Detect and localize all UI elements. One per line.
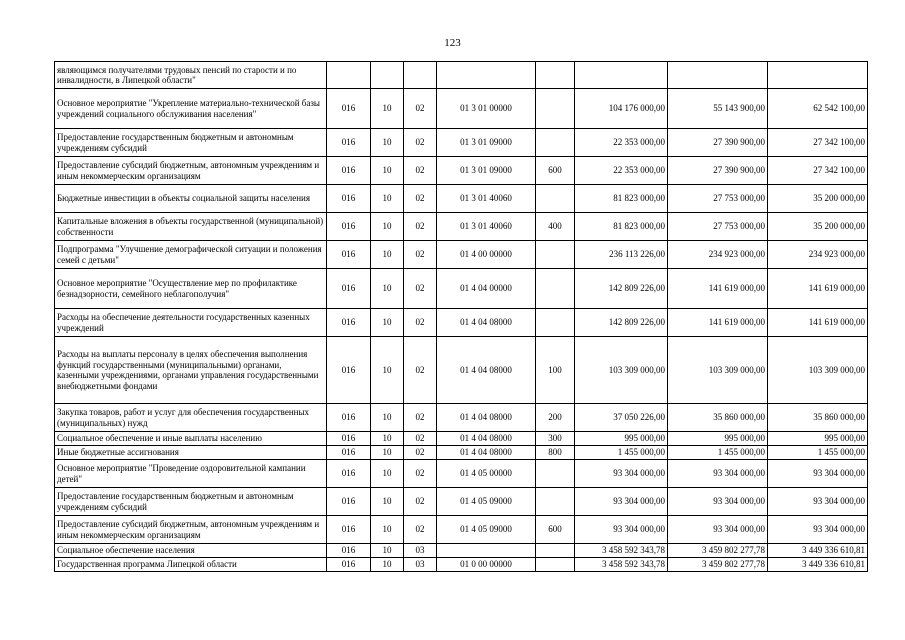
row-name-cell: Основное мероприятие "Проведение оздоровительной кампании детей": [55, 460, 327, 488]
table-row: [55, 516, 868, 544]
subsection-code-cell: 02: [404, 129, 437, 157]
ministry-code-cell: 016: [327, 89, 371, 129]
amount-year-2-cell: [668, 62, 768, 89]
expense-type-cell: 400: [536, 213, 575, 241]
ministry-code-cell: 016: [327, 309, 371, 337]
table-row: [55, 241, 868, 269]
amount-year-3-cell: 93 304 000,00: [768, 488, 868, 516]
amount-year-2-cell: 3 459 802 277,78: [668, 558, 768, 572]
table-row: [55, 488, 868, 516]
target-article-cell: [437, 544, 536, 558]
ministry-code-cell: 016: [327, 446, 371, 460]
expense-type-cell: [536, 460, 575, 488]
target-article-cell: 01 4 04 08000: [437, 309, 536, 337]
ministry-code-cell: 016: [327, 544, 371, 558]
amount-year-1-cell: 81 823 000,00: [575, 213, 668, 241]
amount-year-2-cell: 995 000,00: [668, 432, 768, 446]
subsection-code-cell: 02: [404, 241, 437, 269]
amount-year-3-cell: 141 619 000,00: [768, 309, 868, 337]
row-name-cell: Социальное обеспечение населения: [55, 544, 327, 558]
ministry-code-cell: 016: [327, 432, 371, 446]
section-code-cell: 10: [371, 446, 404, 460]
amount-year-2-cell: 3 459 802 277,78: [668, 544, 768, 558]
subsection-code-cell: 02: [404, 488, 437, 516]
ministry-code-cell: [327, 62, 371, 89]
expense-type-cell: [536, 309, 575, 337]
row-name-cell: Социальное обеспечение и иные выплаты населению: [55, 432, 327, 446]
table-row: [55, 89, 868, 129]
target-article-cell: 01 3 01 40060: [437, 213, 536, 241]
amount-year-1-cell: 104 176 000,00: [575, 89, 668, 129]
target-article-cell: 01 4 04 08000: [437, 404, 536, 432]
section-code-cell: 10: [371, 269, 404, 309]
amount-year-1-cell: 995 000,00: [575, 432, 668, 446]
target-article-cell: 01 4 04 00000: [437, 269, 536, 309]
amount-year-2-cell: 27 390 900,00: [668, 129, 768, 157]
target-article-cell: 01 4 04 08000: [437, 337, 536, 404]
ministry-code-cell: 016: [327, 157, 371, 185]
expense-type-cell: [536, 62, 575, 89]
row-name-cell: Иные бюджетные ассигнования: [55, 446, 327, 460]
amount-year-2-cell: 93 304 000,00: [668, 516, 768, 544]
section-code-cell: 10: [371, 488, 404, 516]
table-row: [55, 337, 868, 404]
budget-table: [54, 61, 868, 572]
expense-type-cell: [536, 558, 575, 572]
subsection-code-cell: 03: [404, 544, 437, 558]
section-code-cell: 10: [371, 558, 404, 572]
row-name-cell: Государственная программа Липецкой области: [55, 558, 327, 572]
subsection-code-cell: 02: [404, 337, 437, 404]
target-article-cell: 01 3 01 00000: [437, 89, 536, 129]
row-name-cell: Предоставление субсидий бюджетным, автономным учреждениям и иным некоммерческим организациям: [55, 516, 327, 544]
expense-type-cell: 300: [536, 432, 575, 446]
table-row: [55, 213, 868, 241]
amount-year-2-cell: 55 143 900,00: [668, 89, 768, 129]
row-name-cell: Предоставление государственным бюджетным и автономным учреждениям субсидий: [55, 488, 327, 516]
subsection-code-cell: [404, 62, 437, 89]
expense-type-cell: 600: [536, 516, 575, 544]
expense-type-cell: 100: [536, 337, 575, 404]
section-code-cell: [371, 62, 404, 89]
row-name-cell: являющимся получателями трудовых пенсий по старости и по инвалидности, в Липецкой области": [55, 62, 327, 89]
target-article-cell: 01 4 00 00000: [437, 241, 536, 269]
amount-year-1-cell: 1 455 000,00: [575, 446, 668, 460]
row-name-cell: Капитальные вложения в объекты государственной (муниципальной) собственности: [55, 213, 327, 241]
table-row: [55, 432, 868, 446]
amount-year-1-cell: 22 353 000,00: [575, 157, 668, 185]
target-article-cell: 01 3 01 40060: [437, 185, 536, 213]
expense-type-cell: [536, 129, 575, 157]
row-name-cell: Расходы на обеспечение деятельности государственных казенных учреждений: [55, 309, 327, 337]
subsection-code-cell: 03: [404, 558, 437, 572]
page-number: 123: [444, 37, 461, 49]
row-name-cell: Основное мероприятие "Осуществление мер по профилактике безнадзорности, семейного неблагополучия": [55, 269, 327, 309]
expense-type-cell: [536, 241, 575, 269]
row-name-cell: Подпрограмма "Улучшение демографической ситуации и положения семей с детьми": [55, 241, 327, 269]
target-article-cell: 01 4 04 08000: [437, 432, 536, 446]
table-row: [55, 269, 868, 309]
target-article-cell: 01 0 00 00000: [437, 558, 536, 572]
table-body: [55, 62, 868, 572]
amount-year-3-cell: 62 542 100,00: [768, 89, 868, 129]
amount-year-1-cell: 22 353 000,00: [575, 129, 668, 157]
expense-type-cell: [536, 269, 575, 309]
table-row: [55, 460, 868, 488]
section-code-cell: 10: [371, 404, 404, 432]
amount-year-1-cell: 236 113 226,00: [575, 241, 668, 269]
amount-year-3-cell: 3 449 336 610,81: [768, 558, 868, 572]
expense-type-cell: [536, 488, 575, 516]
section-code-cell: 10: [371, 157, 404, 185]
table-row: [55, 446, 868, 460]
ministry-code-cell: 016: [327, 241, 371, 269]
amount-year-1-cell: 3 458 592 343,78: [575, 544, 668, 558]
table-row: [55, 185, 868, 213]
amount-year-2-cell: 27 753 000,00: [668, 185, 768, 213]
subsection-code-cell: 02: [404, 185, 437, 213]
table-row: [55, 404, 868, 432]
section-code-cell: 10: [371, 185, 404, 213]
target-article-cell: 01 4 05 09000: [437, 488, 536, 516]
ministry-code-cell: 016: [327, 558, 371, 572]
row-name-cell: Основное мероприятие "Укрепление материально-технической базы учреждений социального обслуживания населения": [55, 89, 327, 129]
target-article-cell: 01 4 05 00000: [437, 460, 536, 488]
target-article-cell: 01 4 05 09000: [437, 516, 536, 544]
section-code-cell: 10: [371, 213, 404, 241]
amount-year-2-cell: 27 390 900,00: [668, 157, 768, 185]
expense-type-cell: 800: [536, 446, 575, 460]
amount-year-3-cell: 93 304 000,00: [768, 460, 868, 488]
section-code-cell: 10: [371, 241, 404, 269]
amount-year-3-cell: 234 923 000,00: [768, 241, 868, 269]
subsection-code-cell: 02: [404, 157, 437, 185]
amount-year-3-cell: 141 619 000,00: [768, 269, 868, 309]
ministry-code-cell: 016: [327, 269, 371, 309]
ministry-code-cell: 016: [327, 185, 371, 213]
subsection-code-cell: 02: [404, 460, 437, 488]
amount-year-3-cell: 35 860 000,00: [768, 404, 868, 432]
amount-year-3-cell: 35 200 000,00: [768, 185, 868, 213]
amount-year-2-cell: 141 619 000,00: [668, 309, 768, 337]
expense-type-cell: [536, 89, 575, 129]
amount-year-2-cell: 93 304 000,00: [668, 488, 768, 516]
subsection-code-cell: 02: [404, 309, 437, 337]
amount-year-1-cell: 3 458 592 343,78: [575, 558, 668, 572]
amount-year-2-cell: 93 304 000,00: [668, 460, 768, 488]
subsection-code-cell: 02: [404, 89, 437, 129]
table-row: [55, 157, 868, 185]
expense-type-cell: [536, 185, 575, 213]
ministry-code-cell: 016: [327, 404, 371, 432]
ministry-code-cell: 016: [327, 516, 371, 544]
amount-year-2-cell: 103 309 000,00: [668, 337, 768, 404]
subsection-code-cell: 02: [404, 432, 437, 446]
amount-year-3-cell: 27 342 100,00: [768, 157, 868, 185]
row-name-cell: Бюджетные инвестиции в объекты социальной защиты населения: [55, 185, 327, 213]
ministry-code-cell: 016: [327, 488, 371, 516]
table-row: [55, 558, 868, 572]
ministry-code-cell: 016: [327, 213, 371, 241]
expense-type-cell: 600: [536, 157, 575, 185]
expense-type-cell: [536, 544, 575, 558]
amount-year-1-cell: 93 304 000,00: [575, 460, 668, 488]
target-article-cell: 01 3 01 09000: [437, 157, 536, 185]
table-row: [55, 544, 868, 558]
amount-year-3-cell: 27 342 100,00: [768, 129, 868, 157]
amount-year-3-cell: 995 000,00: [768, 432, 868, 446]
amount-year-1-cell: 93 304 000,00: [575, 516, 668, 544]
amount-year-2-cell: 234 923 000,00: [668, 241, 768, 269]
section-code-cell: 10: [371, 129, 404, 157]
row-name-cell: Предоставление государственным бюджетным и автономным учреждениям субсидий: [55, 129, 327, 157]
section-code-cell: 10: [371, 432, 404, 446]
amount-year-3-cell: 93 304 000,00: [768, 516, 868, 544]
subsection-code-cell: 02: [404, 404, 437, 432]
subsection-code-cell: 02: [404, 516, 437, 544]
amount-year-2-cell: 35 860 000,00: [668, 404, 768, 432]
amount-year-1-cell: [575, 62, 668, 89]
section-code-cell: 10: [371, 337, 404, 404]
target-article-cell: 01 4 04 08000: [437, 446, 536, 460]
amount-year-1-cell: 93 304 000,00: [575, 488, 668, 516]
subsection-code-cell: 02: [404, 446, 437, 460]
section-code-cell: 10: [371, 516, 404, 544]
amount-year-1-cell: 81 823 000,00: [575, 185, 668, 213]
amount-year-3-cell: 3 449 336 610,81: [768, 544, 868, 558]
section-code-cell: 10: [371, 460, 404, 488]
amount-year-2-cell: 27 753 000,00: [668, 213, 768, 241]
section-code-cell: 10: [371, 309, 404, 337]
section-code-cell: 10: [371, 89, 404, 129]
target-article-cell: 01 3 01 09000: [437, 129, 536, 157]
amount-year-2-cell: 141 619 000,00: [668, 269, 768, 309]
table-row: [55, 129, 868, 157]
expense-type-cell: 200: [536, 404, 575, 432]
amount-year-1-cell: 142 809 226,00: [575, 309, 668, 337]
section-code-cell: 10: [371, 544, 404, 558]
ministry-code-cell: 016: [327, 337, 371, 404]
row-name-cell: Расходы на выплаты персоналу в целях обеспечения выполнения функций государственными (муниципальными) органами, казенными учреждениями, органами управления государственными внебюджетными фондами: [55, 337, 327, 404]
subsection-code-cell: 02: [404, 269, 437, 309]
amount-year-1-cell: 103 309 000,00: [575, 337, 668, 404]
subsection-code-cell: 02: [404, 213, 437, 241]
amount-year-3-cell: 1 455 000,00: [768, 446, 868, 460]
row-name-cell: Закупка товаров, работ и услуг для обеспечения государственных (муниципальных) нужд: [55, 404, 327, 432]
amount-year-1-cell: 37 050 226,00: [575, 404, 668, 432]
ministry-code-cell: 016: [327, 129, 371, 157]
table-row: [55, 62, 868, 89]
amount-year-3-cell: [768, 62, 868, 89]
ministry-code-cell: 016: [327, 460, 371, 488]
table-row: [55, 309, 868, 337]
amount-year-2-cell: 1 455 000,00: [668, 446, 768, 460]
amount-year-1-cell: 142 809 226,00: [575, 269, 668, 309]
amount-year-3-cell: 103 309 000,00: [768, 337, 868, 404]
target-article-cell: [437, 62, 536, 89]
amount-year-3-cell: 35 200 000,00: [768, 213, 868, 241]
row-name-cell: Предоставление субсидий бюджетным, автономным учреждениям и иным некоммерческим организациям: [55, 157, 327, 185]
